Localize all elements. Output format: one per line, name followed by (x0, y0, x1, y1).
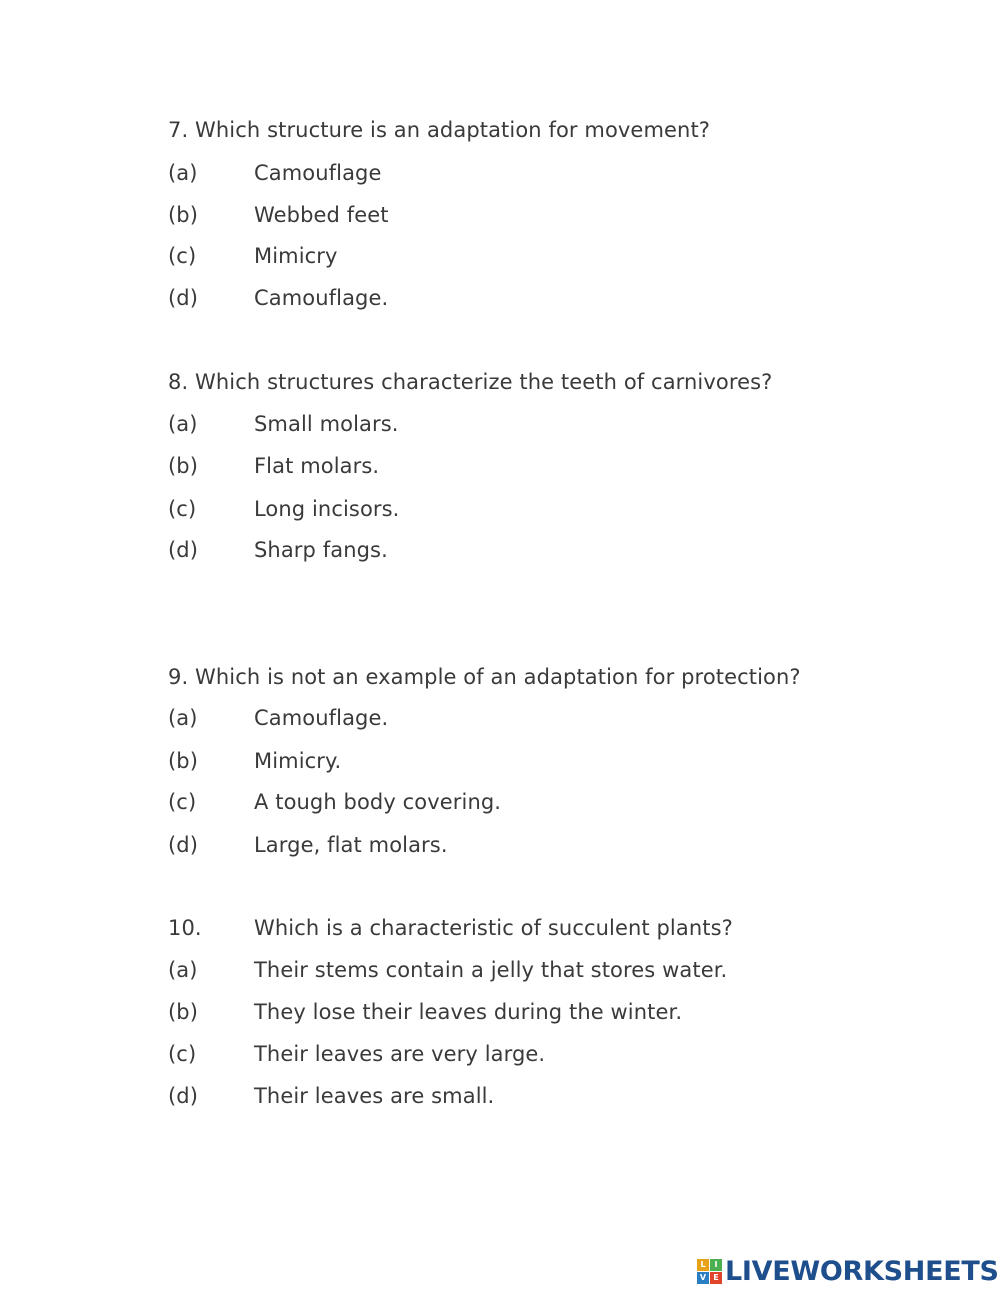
logo-text: LIVEWORKSHEETS (725, 1255, 999, 1287)
question-number: 9. (168, 665, 189, 689)
question-number: 8. (168, 370, 189, 394)
question-number: 7. (168, 118, 189, 142)
option-7b[interactable] (168, 202, 389, 228)
option-9c[interactable] (168, 789, 501, 815)
logo-blocks-icon (697, 1259, 722, 1284)
question-9 (168, 664, 801, 690)
option-letter: (a) (168, 958, 198, 982)
question-text: Which is not an example of an adaptation for protection? (195, 665, 801, 689)
option-10a[interactable] (168, 957, 727, 983)
option-text: A tough body covering. (254, 790, 502, 814)
option-letter: (d) (168, 538, 199, 562)
liveworksheets-logo[interactable] (697, 1254, 999, 1288)
logo-block-e: E (710, 1272, 722, 1284)
question-text: Which is a characteristic of succulent plants? (254, 916, 733, 940)
option-letter: (a) (168, 161, 198, 185)
option-text: Long incisors. (254, 497, 400, 521)
option-text: Their leaves are very large. (254, 1042, 546, 1066)
option-text: They lose their leaves during the winter. (254, 1000, 683, 1024)
option-10c[interactable] (168, 1041, 545, 1067)
option-letter: (d) (168, 1084, 199, 1108)
option-text: Mimicry. (254, 749, 342, 773)
option-letter: (b) (168, 203, 199, 227)
option-text: Camouflage. (254, 706, 389, 730)
question-7 (168, 117, 710, 143)
option-text: Large, flat molars. (254, 833, 448, 857)
option-9d[interactable] (168, 832, 448, 858)
option-8d[interactable] (168, 537, 388, 563)
option-letter: (c) (168, 244, 197, 268)
option-text: Their leaves are small. (254, 1084, 495, 1108)
option-text: Small molars. (254, 412, 399, 436)
option-text: Mimicry (254, 244, 338, 268)
option-letter: (b) (168, 454, 199, 478)
option-text: Their stems contain a jelly that stores water. (254, 958, 728, 982)
logo-block-v: V (697, 1272, 709, 1284)
option-text: Camouflage. (254, 286, 389, 310)
option-text: Flat molars. (254, 454, 380, 478)
option-7a[interactable] (168, 160, 382, 186)
option-letter: (c) (168, 497, 197, 521)
option-8a[interactable] (168, 411, 399, 437)
option-letter: (b) (168, 749, 199, 773)
option-8c[interactable] (168, 496, 399, 522)
option-letter: (a) (168, 412, 198, 436)
option-letter: (c) (168, 1042, 197, 1066)
logo-block-i: I (710, 1259, 722, 1271)
option-7c[interactable] (168, 243, 338, 269)
option-10b[interactable] (168, 999, 682, 1025)
option-letter: (a) (168, 706, 198, 730)
option-10d[interactable] (168, 1083, 494, 1109)
question-number: 10. (168, 916, 202, 940)
question-text: Which structures characterize the teeth of carnivores? (195, 370, 773, 394)
option-text: Sharp fangs. (254, 538, 388, 562)
logo-block-l: L (697, 1259, 709, 1271)
question-10 (168, 915, 733, 941)
option-8b[interactable] (168, 453, 379, 479)
question-8 (168, 369, 772, 395)
option-9a[interactable] (168, 705, 388, 731)
option-letter: (b) (168, 1000, 199, 1024)
option-letter: (d) (168, 286, 199, 310)
option-letter: (c) (168, 790, 197, 814)
question-text: Which structure is an adaptation for movement? (195, 118, 711, 142)
option-text: Webbed feet (254, 203, 389, 227)
option-text: Camouflage (254, 161, 382, 185)
option-9b[interactable] (168, 748, 341, 774)
option-letter: (d) (168, 833, 199, 857)
option-7d[interactable] (168, 285, 388, 311)
